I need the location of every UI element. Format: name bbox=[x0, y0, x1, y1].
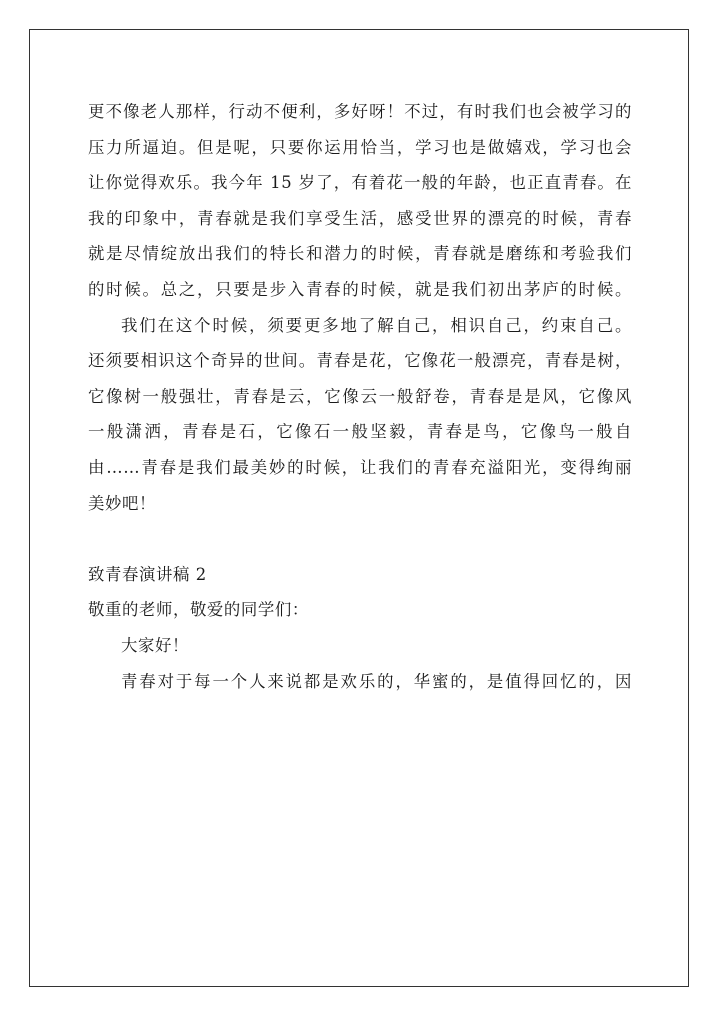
greeting: 大家好！ bbox=[121, 635, 189, 655]
text-line: 美妙吧！ bbox=[88, 493, 156, 513]
text-line: 我的印象中，青春就是我们享受生活，感受世界的漂亮的时候，青春 bbox=[88, 208, 632, 228]
text-line: 压力所逼迫。但是呢，只要你运用恰当，学习也是做嬉戏，学习也会 bbox=[88, 137, 632, 157]
text-line: 让你觉得欢乐。我今年 15 岁了，有着花一般的年龄，也正直青春。在 bbox=[88, 173, 632, 193]
speech-title: 致青春演讲稿 2 bbox=[88, 564, 207, 584]
text-line: 它像树一般强壮，青春是云，它像云一般舒卷，青春是是风，它像风 bbox=[88, 386, 632, 406]
text-line: 一般潇洒，青春是石，它像石一般坚毅，青春是鸟，它像鸟一般自 bbox=[88, 422, 632, 442]
blank-line bbox=[88, 521, 632, 557]
paragraph-2 bbox=[88, 308, 632, 522]
paragraph-1 bbox=[88, 94, 632, 308]
text-line: 的时候。总之，只要是步入青春的时候，就是我们初出茅庐的时候。 bbox=[88, 279, 632, 299]
salutation: 敬重的老师，敬爱的同学们： bbox=[88, 600, 309, 620]
text-line: 由……青春是我们最美妙的时候，让我们的青春充溢阳光，变得绚丽 bbox=[88, 457, 632, 477]
paragraph-3-line: 青春对于每一个人来说都是欢乐的，华蜜的，是值得回忆的，因 bbox=[121, 671, 632, 691]
text-line: 还须要相识这个奇异的世间。青春是花，它像花一般漂亮，青春是树， bbox=[88, 351, 632, 371]
text-line: 更不像老人那样，行动不便利，多好呀！不过，有时我们也会被学习的 bbox=[88, 102, 632, 121]
text-line: 就是尽情绽放出我们的特长和潜力的时候，青春就是磨练和考验我们 bbox=[88, 244, 632, 264]
text-line: 我们在这个时候，须要更多地了解自己，相识自己，约束自己。 bbox=[121, 315, 632, 335]
document-body bbox=[88, 94, 632, 699]
